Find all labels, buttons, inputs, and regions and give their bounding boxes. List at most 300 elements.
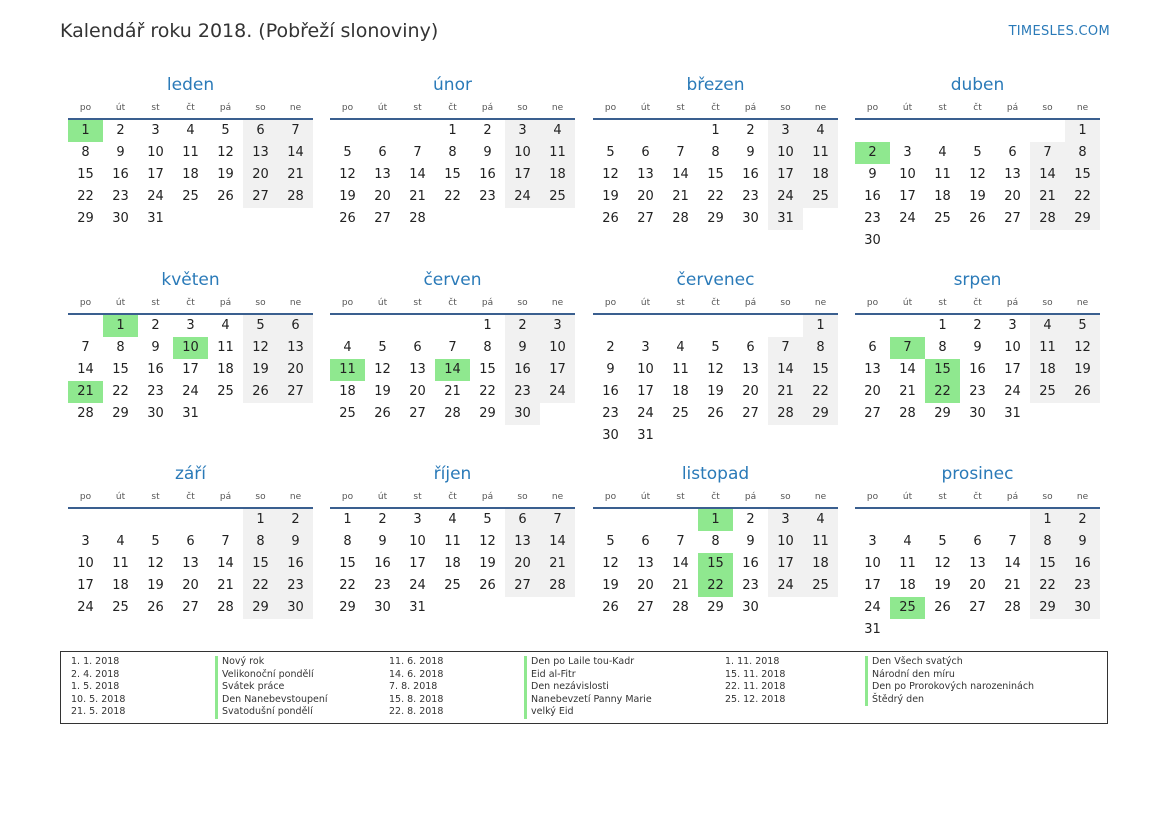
weekend-day-cell: 26 xyxy=(1065,381,1100,403)
day-cell: 26 xyxy=(707,406,724,421)
empty-cell xyxy=(330,120,365,142)
day-grid xyxy=(855,315,1100,425)
month-name: květen xyxy=(161,270,220,290)
holiday-name: Svátek práce xyxy=(215,681,284,694)
day-cell: 9 xyxy=(868,167,877,182)
day-cell: 24 xyxy=(77,600,94,615)
weekday-label: út xyxy=(115,492,126,502)
day-cell: 11 xyxy=(672,362,689,377)
weekday-label: ne xyxy=(814,492,827,502)
day-cell: 21 xyxy=(409,189,426,204)
day-cell: 6 xyxy=(868,340,877,355)
day-cell: 2 xyxy=(606,340,615,355)
day-cell: 11 xyxy=(112,556,129,571)
day-cell: 18 xyxy=(112,578,129,593)
day-cell: 7 xyxy=(81,340,90,355)
weekend-day-cell: 28 xyxy=(1030,208,1065,230)
holiday-date: 22. 11. 2018 xyxy=(725,681,786,693)
weekday-label: so xyxy=(1042,492,1053,502)
day-cell: 1 xyxy=(448,123,457,138)
day-cell: 15 xyxy=(339,556,356,571)
day-grid xyxy=(330,315,575,425)
day-cell: 16 xyxy=(969,362,986,377)
day-grid xyxy=(330,509,575,619)
weekend-day-cell: 24 xyxy=(540,381,575,403)
day-cell: 20 xyxy=(742,384,759,399)
day-cell: 26 xyxy=(374,406,391,421)
month-block xyxy=(330,74,575,230)
weekday-label: čt xyxy=(448,103,457,113)
weekend-day-cell: 1 xyxy=(1065,120,1100,142)
weekend-day-cell: 14 xyxy=(1030,164,1065,186)
day-cell: 13 xyxy=(864,362,881,377)
weekend-day-cell: 3 xyxy=(540,315,575,337)
day-cell: 2 xyxy=(973,318,982,333)
holiday-date: 2. 4. 2018 xyxy=(71,668,120,680)
weekday-label: so xyxy=(255,298,266,308)
weekend-day-cell: 29 xyxy=(803,403,838,425)
weekday-label: pá xyxy=(744,492,757,502)
weekend-day-cell: 8 xyxy=(243,531,278,553)
day-cell: 3 xyxy=(151,123,160,138)
weekend-day-cell: 4 xyxy=(803,120,838,142)
empty-cell xyxy=(1030,120,1065,142)
day-cell: 23 xyxy=(742,189,759,204)
day-cell: 9 xyxy=(151,340,160,355)
day-cell: 21 xyxy=(672,189,689,204)
day-cell: 17 xyxy=(864,578,881,593)
empty-cell xyxy=(365,315,400,337)
day-cell: 31 xyxy=(1004,406,1021,421)
day-cell: 14 xyxy=(77,362,94,377)
weekday-label: út xyxy=(377,103,388,113)
weekend-day-cell: 30 xyxy=(1065,597,1100,619)
day-cell: 26 xyxy=(934,600,951,615)
day-grid xyxy=(593,315,838,447)
day-cell: 9 xyxy=(606,362,615,377)
day-cell: 21 xyxy=(444,384,461,399)
day-cell: 30 xyxy=(147,406,164,421)
weekday-label: ne xyxy=(289,298,302,308)
weekend-day-cell: 27 xyxy=(278,381,313,403)
empty-cell xyxy=(663,315,698,337)
day-cell: 12 xyxy=(969,167,986,182)
weekday-label: st xyxy=(676,103,685,113)
day-cell: 15 xyxy=(707,167,724,182)
weekday-label: po xyxy=(79,298,92,308)
day-cell: 19 xyxy=(374,384,391,399)
weekend-day-cell: 17 xyxy=(768,553,803,575)
day-cell: 9 xyxy=(378,534,387,549)
day-cell: 16 xyxy=(479,167,496,182)
day-grid xyxy=(68,315,313,425)
weekday-label: čt xyxy=(711,298,720,308)
weekday-label: ne xyxy=(551,298,564,308)
weekday-label: čt xyxy=(711,492,720,502)
day-cell: 4 xyxy=(186,123,195,138)
day-cell: 30 xyxy=(742,600,759,615)
day-cell: 19 xyxy=(969,189,986,204)
day-cell: 21 xyxy=(217,578,234,593)
empty-cell xyxy=(400,315,435,337)
weekend-day-cell: 15 xyxy=(1030,553,1065,575)
day-cell: 28 xyxy=(444,406,461,421)
day-cell: 3 xyxy=(186,318,195,333)
weekday-label: pá xyxy=(481,492,494,502)
day-cell: 25 xyxy=(444,578,461,593)
weekday-label: st xyxy=(676,298,685,308)
day-cell: 30 xyxy=(374,600,391,615)
day-cell: 10 xyxy=(77,556,94,571)
day-cell: 22 xyxy=(339,578,356,593)
empty-cell xyxy=(960,509,995,531)
weekend-day-cell: 25 xyxy=(803,186,838,208)
month-block xyxy=(330,463,575,619)
weekday-label: ne xyxy=(1076,103,1089,113)
weekday-label: po xyxy=(604,103,617,113)
weekend-day-cell: 30 xyxy=(278,597,313,619)
day-cell: 10 xyxy=(899,167,916,182)
weekend-day-cell: 1 xyxy=(803,315,838,337)
day-cell: 5 xyxy=(378,340,387,355)
holiday-date: 25. 12. 2018 xyxy=(725,693,786,705)
weekend-day-cell: 25 xyxy=(540,186,575,208)
weekday-label: st xyxy=(151,103,160,113)
day-cell: 2 xyxy=(483,123,492,138)
day-cell: 31 xyxy=(864,622,881,637)
empty-cell xyxy=(663,509,698,531)
day-cell: 16 xyxy=(374,556,391,571)
holiday-name: Den nezávislosti xyxy=(524,681,609,694)
day-cell: 19 xyxy=(602,189,619,204)
weekend-day-cell: 2 xyxy=(505,315,540,337)
weekend-day-cell: 28 xyxy=(540,575,575,597)
day-cell: 23 xyxy=(969,384,986,399)
weekday-label: so xyxy=(517,492,528,502)
weekend-day-cell: 23 xyxy=(1065,575,1100,597)
day-cell: 29 xyxy=(77,211,94,226)
day-cell: 20 xyxy=(1004,189,1021,204)
weekday-label: ne xyxy=(1076,492,1089,502)
empty-cell xyxy=(628,509,663,531)
day-cell: 9 xyxy=(973,340,982,355)
empty-cell xyxy=(593,315,628,337)
weekday-label: pá xyxy=(1006,492,1019,502)
day-cell: 13 xyxy=(637,556,654,571)
day-cell: 8 xyxy=(448,145,457,160)
weekend-day-cell: 1 xyxy=(243,509,278,531)
day-cell: 7 xyxy=(676,145,685,160)
holiday-name: Národní den míru xyxy=(865,669,955,682)
day-cell: 6 xyxy=(378,145,387,160)
day-cell: 10 xyxy=(864,556,881,571)
holiday-name: Nanebevzetí Panny Marie xyxy=(524,694,652,707)
month-block xyxy=(68,74,313,230)
day-cell: 2 xyxy=(151,318,160,333)
day-cell: 26 xyxy=(969,211,986,226)
weekday-label: st xyxy=(938,298,947,308)
day-cell: 19 xyxy=(707,384,724,399)
empty-cell xyxy=(138,509,173,531)
holiday-name: Svatodušní pondělí xyxy=(215,706,313,719)
day-cell: 3 xyxy=(413,512,422,527)
site-link[interactable]: TIMESLES.COM xyxy=(1008,24,1110,39)
weekend-day-cell: 29 xyxy=(1065,208,1100,230)
day-cell: 15 xyxy=(444,167,461,182)
day-cell: 26 xyxy=(602,600,619,615)
weekday-label: st xyxy=(938,492,947,502)
weekend-day-cell: 24 xyxy=(768,575,803,597)
empty-cell xyxy=(593,120,628,142)
weekday-label: út xyxy=(377,492,388,502)
holiday-name: Nový rok xyxy=(215,656,264,669)
day-cell: 24 xyxy=(899,211,916,226)
holiday-day-cell: 22 xyxy=(925,381,960,403)
day-cell: 26 xyxy=(147,600,164,615)
day-cell: 6 xyxy=(641,145,650,160)
weekday-label: so xyxy=(517,298,528,308)
day-cell: 30 xyxy=(602,428,619,443)
day-cell: 20 xyxy=(409,384,426,399)
weekday-label: čt xyxy=(973,492,982,502)
day-cell: 27 xyxy=(374,211,391,226)
holiday-date: 15. 11. 2018 xyxy=(725,668,786,680)
day-cell: 24 xyxy=(864,600,881,615)
weekend-day-cell: 17 xyxy=(505,164,540,186)
weekend-day-cell: 7 xyxy=(540,509,575,531)
day-cell: 25 xyxy=(217,384,234,399)
day-cell: 17 xyxy=(147,167,164,182)
day-grid xyxy=(593,509,838,619)
day-cell: 14 xyxy=(217,556,234,571)
holiday-date: 11. 6. 2018 xyxy=(389,656,444,667)
empty-cell xyxy=(435,315,470,337)
day-cell: 7 xyxy=(448,340,457,355)
day-grid xyxy=(68,120,313,230)
weekend-day-cell: 11 xyxy=(803,142,838,164)
page-title: Kalendář roku 2018. (Pobřeží slonoviny) xyxy=(60,20,439,42)
empty-cell xyxy=(925,120,960,142)
month-name: říjen xyxy=(433,464,472,484)
day-cell: 22 xyxy=(444,189,461,204)
weekend-day-cell: 21 xyxy=(768,381,803,403)
day-cell: 16 xyxy=(742,556,759,571)
weekend-day-cell: 10 xyxy=(768,531,803,553)
weekday-header xyxy=(330,295,575,311)
day-cell: 2 xyxy=(116,123,125,138)
day-cell: 31 xyxy=(637,428,654,443)
day-cell: 10 xyxy=(147,145,164,160)
day-cell: 18 xyxy=(339,384,356,399)
day-cell: 23 xyxy=(112,189,129,204)
day-cell: 14 xyxy=(672,556,689,571)
weekday-label: ne xyxy=(551,103,564,113)
day-cell: 28 xyxy=(672,211,689,226)
day-cell: 20 xyxy=(374,189,391,204)
weekend-day-cell: 7 xyxy=(1030,142,1065,164)
weekday-label: út xyxy=(902,103,913,113)
weekday-label: po xyxy=(866,103,879,113)
weekend-day-cell: 4 xyxy=(803,509,838,531)
empty-cell xyxy=(890,120,925,142)
holiday-day-cell: 10 xyxy=(173,337,208,359)
weekend-day-cell: 18 xyxy=(1030,359,1065,381)
day-cell: 11 xyxy=(444,534,461,549)
holiday-date: 21. 5. 2018 xyxy=(71,706,126,718)
weekday-label: po xyxy=(341,298,354,308)
day-cell: 17 xyxy=(77,578,94,593)
day-cell: 13 xyxy=(374,167,391,182)
weekday-label: pá xyxy=(219,298,232,308)
day-cell: 12 xyxy=(934,556,951,571)
day-grid xyxy=(855,120,1100,252)
month-name: listopad xyxy=(681,464,750,484)
weekend-day-cell: 9 xyxy=(505,337,540,359)
weekend-day-cell: 24 xyxy=(768,186,803,208)
day-cell: 4 xyxy=(116,534,125,549)
day-cell: 11 xyxy=(182,145,199,160)
weekday-label: st xyxy=(151,492,160,502)
weekday-label: čt xyxy=(186,103,195,113)
weekday-label: pá xyxy=(744,103,757,113)
day-cell: 13 xyxy=(409,362,426,377)
weekend-day-cell: 4 xyxy=(1030,315,1065,337)
day-cell: 2 xyxy=(378,512,387,527)
month-name: leden xyxy=(166,75,215,95)
day-cell: 24 xyxy=(147,189,164,204)
holiday-name: Den po Laile tou-Kadr xyxy=(524,656,634,669)
empty-cell xyxy=(593,509,628,531)
day-cell: 30 xyxy=(969,406,986,421)
weekend-day-cell: 6 xyxy=(243,120,278,142)
weekend-day-cell: 3 xyxy=(505,120,540,142)
day-cell: 23 xyxy=(864,211,881,226)
day-cell: 22 xyxy=(479,384,496,399)
day-cell: 23 xyxy=(479,189,496,204)
empty-cell xyxy=(330,315,365,337)
day-cell: 13 xyxy=(969,556,986,571)
weekend-day-cell: 29 xyxy=(243,597,278,619)
day-cell: 5 xyxy=(606,534,615,549)
day-cell: 19 xyxy=(147,578,164,593)
empty-cell xyxy=(995,509,1030,531)
day-cell: 16 xyxy=(742,167,759,182)
weekend-day-cell: 7 xyxy=(768,337,803,359)
weekend-day-cell: 27 xyxy=(505,575,540,597)
day-grid xyxy=(855,509,1100,641)
day-cell: 26 xyxy=(479,578,496,593)
holiday-date: 1. 1. 2018 xyxy=(71,656,120,667)
day-cell: 11 xyxy=(899,556,916,571)
day-cell: 6 xyxy=(973,534,982,549)
holiday-day-cell: 11 xyxy=(330,359,365,381)
day-cell: 20 xyxy=(969,578,986,593)
weekend-day-cell: 14 xyxy=(768,359,803,381)
day-cell: 29 xyxy=(479,406,496,421)
day-cell: 22 xyxy=(707,189,724,204)
weekend-day-cell: 14 xyxy=(278,142,313,164)
day-cell: 4 xyxy=(343,340,352,355)
day-cell: 23 xyxy=(602,406,619,421)
holiday-date: 1. 5. 2018 xyxy=(71,681,120,693)
weekday-label: so xyxy=(1042,103,1053,113)
day-cell: 6 xyxy=(641,534,650,549)
day-cell: 19 xyxy=(479,556,496,571)
holiday-date: 15. 8. 2018 xyxy=(389,693,444,705)
holiday-name: velký Eid xyxy=(524,706,574,719)
day-cell: 21 xyxy=(672,578,689,593)
day-cell: 27 xyxy=(864,406,881,421)
holiday-day-cell: 1 xyxy=(68,120,103,142)
weekday-header xyxy=(855,489,1100,505)
day-cell: 24 xyxy=(637,406,654,421)
day-cell: 28 xyxy=(409,211,426,226)
weekday-label: so xyxy=(255,103,266,113)
day-cell: 30 xyxy=(864,233,881,248)
day-cell: 31 xyxy=(409,600,426,615)
weekend-day-cell: 10 xyxy=(540,337,575,359)
month-name: březen xyxy=(686,75,745,95)
empty-cell xyxy=(855,509,890,531)
day-cell: 23 xyxy=(147,384,164,399)
day-cell: 18 xyxy=(444,556,461,571)
day-cell: 12 xyxy=(339,167,356,182)
weekend-day-cell: 27 xyxy=(243,186,278,208)
month-name: duben xyxy=(950,75,1005,95)
weekday-label: st xyxy=(413,492,422,502)
empty-cell xyxy=(400,120,435,142)
weekday-label: pá xyxy=(481,298,494,308)
weekend-day-cell: 21 xyxy=(1030,186,1065,208)
weekend-day-cell: 1 xyxy=(1030,509,1065,531)
weekend-day-cell: 22 xyxy=(243,575,278,597)
day-cell: 5 xyxy=(973,145,982,160)
weekend-day-cell: 18 xyxy=(540,164,575,186)
day-cell: 5 xyxy=(711,340,720,355)
weekend-day-cell: 8 xyxy=(1065,142,1100,164)
weekday-label: so xyxy=(255,492,266,502)
holiday-day-cell: 15 xyxy=(698,553,733,575)
day-cell: 17 xyxy=(1004,362,1021,377)
day-cell: 24 xyxy=(409,578,426,593)
weekday-label: pá xyxy=(219,103,232,113)
weekend-day-cell: 13 xyxy=(505,531,540,553)
empty-cell xyxy=(628,120,663,142)
day-cell: 2 xyxy=(746,512,755,527)
weekend-day-cell: 18 xyxy=(803,553,838,575)
day-cell: 10 xyxy=(1004,340,1021,355)
weekday-label: po xyxy=(79,103,92,113)
weekday-label: po xyxy=(604,298,617,308)
day-cell: 12 xyxy=(374,362,391,377)
weekend-day-cell: 9 xyxy=(278,531,313,553)
day-cell: 3 xyxy=(868,534,877,549)
month-name: září xyxy=(174,464,207,484)
weekend-day-cell: 6 xyxy=(278,315,313,337)
holiday-date: 10. 5. 2018 xyxy=(71,693,126,705)
day-cell: 18 xyxy=(182,167,199,182)
day-cell: 6 xyxy=(1008,145,1017,160)
day-cell: 5 xyxy=(606,145,615,160)
holiday-day-cell: 15 xyxy=(925,359,960,381)
day-cell: 4 xyxy=(221,318,230,333)
holiday-name: Štědrý den xyxy=(865,694,924,707)
day-cell: 9 xyxy=(746,145,755,160)
holiday-legend xyxy=(60,651,1108,724)
day-cell: 10 xyxy=(409,534,426,549)
month-block xyxy=(855,269,1100,425)
weekend-day-cell: 19 xyxy=(1065,359,1100,381)
